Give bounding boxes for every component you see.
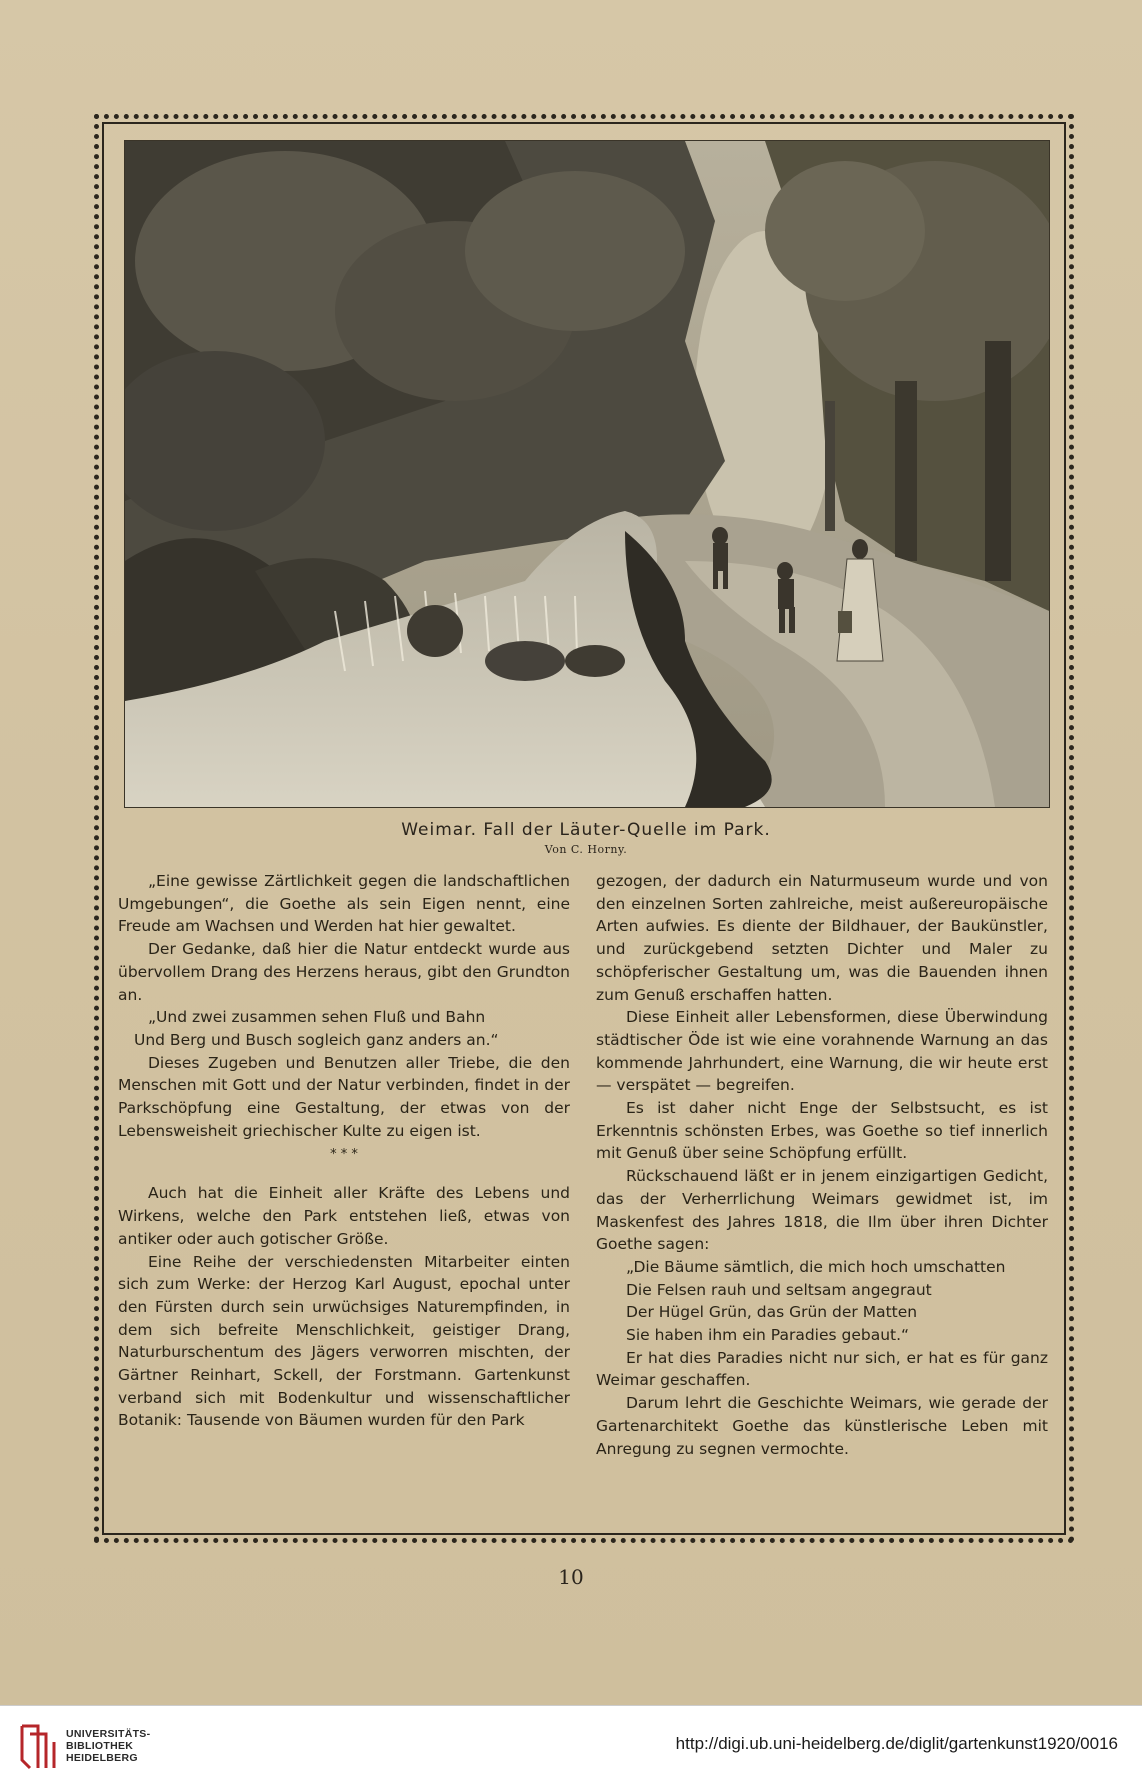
text-column-right <box>596 870 1048 1460</box>
paragraph: „Eine gewisse Zärtlichkeit gegen die landschaftlichen Umgebungen“, die Goethe als sein Eigen nennt, eine Freude am Wachsen und Werden hat hier gewaltet. <box>118 872 570 936</box>
text-column-left <box>118 870 570 1432</box>
illustration-drawing <box>125 141 1049 807</box>
verse-line: „Und zwei zusammen sehen Fluß und Bahn <box>148 1008 486 1027</box>
paragraph: Er hat dies Paradies nicht nur sich, er hat es für ganz Weimar geschaffen. <box>596 1348 1048 1390</box>
paragraph: Eine Reihe der verschiedensten Mitarbeiter einten sich zum Werke: der Herzog Karl August, epochal unter den Fürsten durch sein urwüchsiges Naturempfinden, in dem sich befreite Menschlichkeit, geistiger Drang, Naturburschentum des Jägers verworren mischten, der Gärtner Reinhart, Sckell, der Forstmann. Gartenkunst verband sich mit Bodenkultur und wissenschaftlicher Botanik: Tausende von Bäumen wurden für den Park <box>118 1252 570 1430</box>
illustration-title: Weimar. Fall der Läuter-Quelle im Park. <box>401 820 771 840</box>
library-logo-icon[interactable] <box>16 1720 60 1774</box>
library-name: UNIVERSITÄTS- BIBLIOTHEK HEIDELBERG <box>66 1728 151 1764</box>
verse-line: „Die Bäume sämtlich, die mich hoch umschatten <box>626 1257 1006 1276</box>
verse-line: Sie haben ihm ein Paradies gebaut.“ <box>626 1326 910 1345</box>
paragraph: Auch hat die Einheit aller Kräfte des Lebens und Wirkens, welche den Park entstehen ließ, etwas von antiker oder auch gotischer Größe. <box>118 1184 570 1248</box>
page-number: 10 <box>558 1565 584 1589</box>
permalink[interactable]: http://digi.ub.uni-heidelberg.de/diglit/gartenkunst1920/0016 <box>675 1734 1118 1753</box>
paragraph: Darum lehrt die Geschichte Weimars, wie gerade der Gartenarchitekt Goethe das künstlerische Leben mit Anregung zu segnen vermochte. <box>596 1394 1048 1458</box>
digitization-footer <box>0 1705 1142 1788</box>
verse-line: Der Hügel Grün, das Grün der Matten <box>626 1303 918 1322</box>
paragraph: Diese Einheit aller Lebensformen, diese Überwindung städtischer Öde ist wie eine vorahnende Warnung an das kommende Jahrhundert, eine Warnung, die wir heute erst — verspätet — begreifen. <box>596 1008 1048 1095</box>
verse-line: Die Felsen rauh und seltsam angegraut <box>626 1280 932 1299</box>
section-separator: * * * <box>330 1147 358 1163</box>
illustration-credit: Von C. Horny. <box>544 843 628 856</box>
paragraph: Rückschauend läßt er in jenem einzigartigen Gedicht, das der Verherrlichung Weimars gewidmet ist, im Maskenfest des Jahres 1818, die Ilm über ihren Dichter Goethe sagen: <box>596 1167 1048 1254</box>
paragraph: Dieses Zugeben und Benutzen aller Triebe, die den Menschen mit Gott und der Natur verbinden, findet in der Parkschöpfung eine Gestaltung, der etwas von der Lebensweisheit griechischer Kulte zu eigen ist. <box>118 1053 570 1140</box>
park-waterfall-illustration <box>124 140 1050 808</box>
paragraph: Der Gedanke, daß hier die Natur entdeckt wurde aus übervollem Drang des Herzens heraus, gibt den Grundton an. <box>118 940 570 1004</box>
verse-line: Und Berg und Busch sogleich ganz anders an.“ <box>134 1030 499 1049</box>
paragraph: gezogen, der dadurch ein Naturmuseum wurde und von den einzelnen Sorten zahlreiche, meist außereuropäische Arten aufwies. Es diente der Bildhauer, der Baukünstler, und zurückgebend setzten Dichter und Maler zu schöpferischer Gestaltung um, was die Bauenden ihnen zum Genuß erschaffen hatten. <box>596 872 1048 1004</box>
paragraph: Es ist daher nicht Enge der Selbstsucht, es ist Erkenntnis schönsten Erbes, was Goethe so tief innerlich mit Genuß über seine Schöpfung erfüllt. <box>596 1099 1048 1163</box>
